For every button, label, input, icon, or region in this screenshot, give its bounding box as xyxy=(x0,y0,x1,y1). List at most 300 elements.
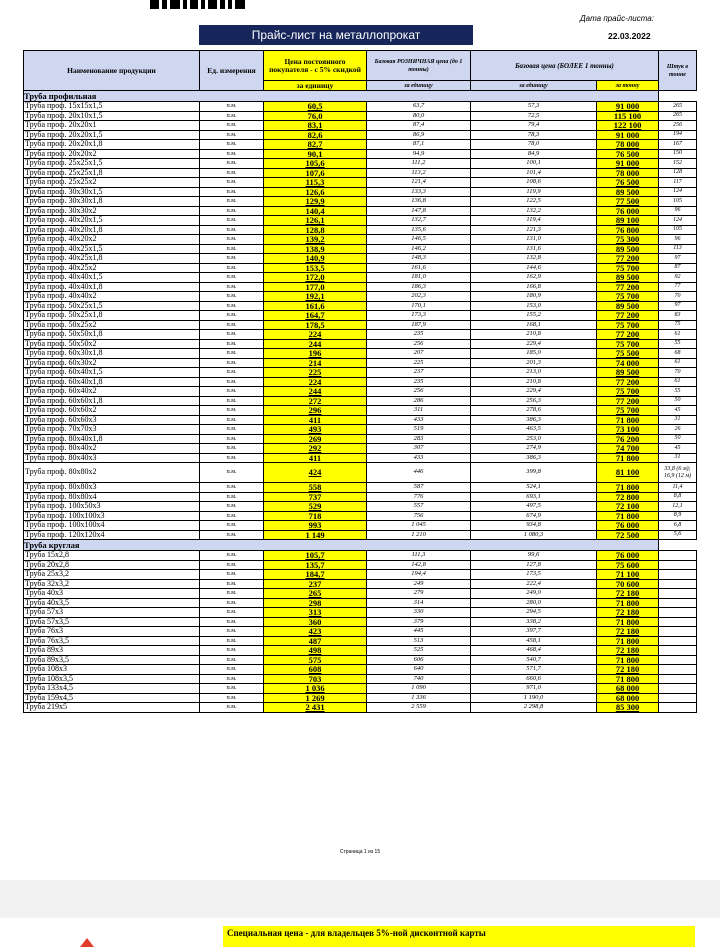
cell-retail-price: 186,3 xyxy=(367,282,471,292)
cell-unit: п.м. xyxy=(200,311,264,321)
cell-pcs-per-ton: 152 xyxy=(659,159,697,169)
cell-name: Труба 25х3,2 xyxy=(24,570,200,580)
column-header-unit: Ед. измерения xyxy=(200,51,264,91)
cell-unit: п.м. xyxy=(200,425,264,435)
cell-retail-price: 237 xyxy=(367,368,471,378)
cell-permanent-price: 244 xyxy=(264,339,367,349)
qr-code-fragment xyxy=(150,0,246,10)
cell-unit: п.м. xyxy=(200,159,264,169)
cell-name: Труба проф. 50х25х2 xyxy=(24,320,200,330)
cell-pcs-per-ton: 128 xyxy=(659,168,697,178)
table-row xyxy=(24,693,697,703)
cell-pcs-per-ton xyxy=(659,646,697,656)
cell-unit: п.м. xyxy=(200,608,264,618)
cell-price-per-ton: 68 000 xyxy=(597,693,659,703)
cell-bulk-price: 256,3 xyxy=(471,396,597,406)
cell-price-per-ton: 81 100 xyxy=(597,463,659,483)
table-row xyxy=(24,263,697,273)
cell-unit: п.м. xyxy=(200,434,264,444)
table-row xyxy=(24,502,697,512)
cell-pcs-per-ton: 55 xyxy=(659,339,697,349)
cell-pcs-per-ton xyxy=(659,674,697,684)
cell-permanent-price: 718 xyxy=(264,511,367,521)
cell-retail-price: 519 xyxy=(367,425,471,435)
cell-permanent-price: 558 xyxy=(264,483,367,493)
cell-price-per-ton: 71 800 xyxy=(597,453,659,463)
cell-price-per-ton: 75 700 xyxy=(597,292,659,302)
cell-price-per-ton: 71 100 xyxy=(597,570,659,580)
cell-pcs-per-ton xyxy=(659,560,697,570)
cell-pcs-per-ton xyxy=(659,551,697,561)
cell-price-per-ton: 115 100 xyxy=(597,111,659,121)
cell-price-per-ton: 89 500 xyxy=(597,301,659,311)
cell-unit: п.м. xyxy=(200,387,264,397)
cell-name: Труба 57х3,5 xyxy=(24,617,200,627)
table-row xyxy=(24,387,697,397)
cell-unit: п.м. xyxy=(200,530,264,540)
cell-pcs-per-ton: 256 xyxy=(659,121,697,131)
table-row xyxy=(24,684,697,694)
cell-bulk-price: 185,0 xyxy=(471,349,597,359)
cell-retail-price: 256 xyxy=(367,339,471,349)
cell-bulk-price: 155,2 xyxy=(471,311,597,321)
cell-permanent-price: 178,5 xyxy=(264,320,367,330)
cell-price-per-ton: 75 300 xyxy=(597,235,659,245)
cell-name: Труба проф. 30х30х1,5 xyxy=(24,187,200,197)
cell-price-per-ton: 76 800 xyxy=(597,225,659,235)
cell-unit: п.м. xyxy=(200,225,264,235)
cell-price-per-ton: 72 500 xyxy=(597,530,659,540)
cell-price-per-ton: 72 800 xyxy=(597,492,659,502)
cell-permanent-price: 196 xyxy=(264,349,367,359)
cell-retail-price: 63,7 xyxy=(367,102,471,112)
cell-unit: п.м. xyxy=(200,551,264,561)
cell-retail-price: 207 xyxy=(367,349,471,359)
cell-unit: п.м. xyxy=(200,463,264,483)
cell-unit: п.м. xyxy=(200,589,264,599)
next-page xyxy=(0,918,720,947)
cell-retail-price: 235 xyxy=(367,377,471,387)
cell-retail-price: 161,6 xyxy=(367,263,471,273)
cell-retail-price: 173,3 xyxy=(367,311,471,321)
cell-unit: п.м. xyxy=(200,453,264,463)
table-row xyxy=(24,511,697,521)
cell-bulk-price: 249,0 xyxy=(471,589,597,599)
cell-price-per-ton: 72 180 xyxy=(597,665,659,675)
cell-name: Труба проф. 25х25х2 xyxy=(24,178,200,188)
cell-bulk-price: 278,6 xyxy=(471,406,597,416)
cell-pcs-per-ton xyxy=(659,636,697,646)
cell-price-per-ton: 77 200 xyxy=(597,311,659,321)
cell-pcs-per-ton: 124 xyxy=(659,216,697,226)
section-header xyxy=(24,91,697,102)
cell-unit: п.м. xyxy=(200,301,264,311)
cell-pcs-per-ton xyxy=(659,627,697,637)
table-row xyxy=(24,244,697,254)
cell-permanent-price: 529 xyxy=(264,502,367,512)
cell-pcs-per-ton: 150 xyxy=(659,149,697,159)
cell-unit: п.м. xyxy=(200,646,264,656)
table-row xyxy=(24,483,697,493)
table-row xyxy=(24,646,697,656)
cell-pcs-per-ton: 31 xyxy=(659,453,697,463)
cell-bulk-price: 100,1 xyxy=(471,159,597,169)
cell-permanent-price: 487 xyxy=(264,636,367,646)
cell-name: Труба проф. 30х30х2 xyxy=(24,206,200,216)
table-row xyxy=(24,636,697,646)
table-row xyxy=(24,589,697,599)
table-row xyxy=(24,140,697,150)
cell-name: Труба проф. 25х25х1,5 xyxy=(24,159,200,169)
cell-bulk-price: 79,4 xyxy=(471,121,597,131)
cell-permanent-price: 272 xyxy=(264,396,367,406)
cell-bulk-price: 213,0 xyxy=(471,368,597,378)
cell-pcs-per-ton: 33,8 (6 м); 16,9 (12 м) xyxy=(659,463,697,483)
cell-price-per-ton: 77 500 xyxy=(597,197,659,207)
cell-name: Труба проф. 60х60х3 xyxy=(24,415,200,425)
cell-pcs-per-ton: 26 xyxy=(659,425,697,435)
cell-price-per-ton: 72 180 xyxy=(597,608,659,618)
table-row xyxy=(24,521,697,531)
table-row xyxy=(24,121,697,131)
table-row xyxy=(24,235,697,245)
cell-unit: п.м. xyxy=(200,330,264,340)
cell-bulk-price: 144,6 xyxy=(471,263,597,273)
table-row xyxy=(24,254,697,264)
cell-bulk-price: 132,2 xyxy=(471,206,597,216)
cell-pcs-per-ton: 61 xyxy=(659,330,697,340)
cell-bulk-price: 280,0 xyxy=(471,598,597,608)
cell-unit: п.м. xyxy=(200,282,264,292)
cell-pcs-per-ton xyxy=(659,684,697,694)
cell-price-per-ton: 72 180 xyxy=(597,627,659,637)
cell-bulk-price: 173,5 xyxy=(471,570,597,580)
cell-name: Труба проф. 80х80х2 xyxy=(24,463,200,483)
cell-permanent-price: 737 xyxy=(264,492,367,502)
cell-bulk-price: 222,4 xyxy=(471,579,597,589)
cell-retail-price: 279 xyxy=(367,589,471,599)
cell-name: Труба проф. 40х25х1,8 xyxy=(24,254,200,264)
cell-name: Труба проф. 20х20х1,5 xyxy=(24,130,200,140)
cell-price-per-ton: 77 200 xyxy=(597,396,659,406)
cell-retail-price: 94,9 xyxy=(367,149,471,159)
cell-bulk-price: 971,0 xyxy=(471,684,597,694)
cell-permanent-price: 265 xyxy=(264,589,367,599)
cell-retail-price: 2 559 xyxy=(367,703,471,713)
cell-pcs-per-ton xyxy=(659,693,697,703)
cell-unit: п.м. xyxy=(200,102,264,112)
cell-name: Труба 15х2,8 xyxy=(24,551,200,561)
cell-bulk-price: 386,3 xyxy=(471,415,597,425)
cell-price-per-ton: 76 000 xyxy=(597,521,659,531)
cell-price-per-ton: 71 800 xyxy=(597,415,659,425)
cell-price-per-ton: 76 200 xyxy=(597,434,659,444)
cell-bulk-price: 99,6 xyxy=(471,551,597,561)
table-row xyxy=(24,617,697,627)
cell-name: Труба проф. 40х20х2 xyxy=(24,235,200,245)
cell-name: Труба проф. 80х40х3 xyxy=(24,453,200,463)
cell-name: Труба проф. 70х70х3 xyxy=(24,425,200,435)
cell-retail-price: 235 xyxy=(367,330,471,340)
table-row xyxy=(24,608,697,618)
cell-permanent-price: 82,7 xyxy=(264,140,367,150)
cell-price-per-ton: 75 700 xyxy=(597,387,659,397)
table-row xyxy=(24,339,697,349)
cell-unit: п.м. xyxy=(200,703,264,713)
table-row xyxy=(24,703,697,713)
cell-price-per-ton: 89 500 xyxy=(597,273,659,283)
cell-bulk-price: 229,4 xyxy=(471,339,597,349)
cell-price-per-ton: 89 100 xyxy=(597,216,659,226)
table-row xyxy=(24,197,697,207)
cell-bulk-price: 166,8 xyxy=(471,282,597,292)
cell-name: Труба проф. 100х100х3 xyxy=(24,511,200,521)
cell-permanent-price: 296 xyxy=(264,406,367,416)
cell-bulk-price: 338,2 xyxy=(471,617,597,627)
cell-pcs-per-ton: 50 xyxy=(659,396,697,406)
cell-permanent-price: 298 xyxy=(264,598,367,608)
cell-name: Труба проф. 80х40х1,8 xyxy=(24,434,200,444)
cell-unit: п.м. xyxy=(200,121,264,131)
cell-retail-price: 314 xyxy=(367,598,471,608)
cell-permanent-price: 107,6 xyxy=(264,168,367,178)
cell-bulk-price: 274,9 xyxy=(471,444,597,454)
cell-permanent-price: 140,9 xyxy=(264,254,367,264)
cell-name: Труба 159х4,5 xyxy=(24,693,200,703)
cell-bulk-price: 399,8 xyxy=(471,463,597,483)
cell-permanent-price: 105,6 xyxy=(264,159,367,169)
cell-retail-price: 132,7 xyxy=(367,216,471,226)
cell-pcs-per-ton xyxy=(659,598,697,608)
cell-permanent-price: 1 269 xyxy=(264,693,367,703)
table-row xyxy=(24,425,697,435)
cell-retail-price: 283 xyxy=(367,434,471,444)
cell-bulk-price: 468,4 xyxy=(471,646,597,656)
cell-unit: п.м. xyxy=(200,111,264,121)
cell-unit: п.м. xyxy=(200,377,264,387)
cell-price-per-ton: 73 100 xyxy=(597,425,659,435)
cell-price-per-ton: 71 800 xyxy=(597,655,659,665)
cell-name: Труба проф. 60х60х2 xyxy=(24,406,200,416)
cell-unit: п.м. xyxy=(200,483,264,493)
cell-bulk-price: 108,6 xyxy=(471,178,597,188)
cell-name: Труба проф. 25х25х1,8 xyxy=(24,168,200,178)
cell-pcs-per-ton: 11,4 xyxy=(659,483,697,493)
cell-bulk-price: 524,1 xyxy=(471,483,597,493)
cell-retail-price: 587 xyxy=(367,483,471,493)
cell-unit: п.м. xyxy=(200,521,264,531)
cell-name: Труба проф. 80х80х3 xyxy=(24,483,200,493)
cell-retail-price: 87,4 xyxy=(367,121,471,131)
cell-price-per-ton: 91 000 xyxy=(597,159,659,169)
cell-name: Труба проф. 60х40х2 xyxy=(24,387,200,397)
cell-name: Труба проф. 30х30х1,8 xyxy=(24,197,200,207)
cell-retail-price: 307 xyxy=(367,444,471,454)
cell-name: Труба проф. 40х25х2 xyxy=(24,263,200,273)
cell-retail-price: 86,9 xyxy=(367,130,471,140)
cell-retail-price: 606 xyxy=(367,655,471,665)
column-subheader-per-unit: за единицу xyxy=(264,81,367,91)
cell-unit: п.м. xyxy=(200,130,264,140)
cell-bulk-price: 121,3 xyxy=(471,225,597,235)
cell-bulk-price: 119,4 xyxy=(471,216,597,226)
cell-pcs-per-ton: 45 xyxy=(659,406,697,416)
cell-permanent-price: 60,5 xyxy=(264,102,367,112)
table-row xyxy=(24,368,697,378)
cell-pcs-per-ton: 55 xyxy=(659,387,697,397)
cell-permanent-price: 140,4 xyxy=(264,206,367,216)
cell-unit: п.м. xyxy=(200,349,264,359)
cell-bulk-price: 540,7 xyxy=(471,655,597,665)
cell-pcs-per-ton: 31 xyxy=(659,415,697,425)
cell-permanent-price: 1 149 xyxy=(264,530,367,540)
cell-name: Труба 32х3,2 xyxy=(24,579,200,589)
cell-price-per-ton: 72 100 xyxy=(597,502,659,512)
cell-name: Труба 108х3,5 xyxy=(24,674,200,684)
cell-bulk-price: 463,5 xyxy=(471,425,597,435)
cell-name: Труба 76х3,5 xyxy=(24,636,200,646)
cell-price-per-ton: 75 600 xyxy=(597,560,659,570)
table-row xyxy=(24,102,697,112)
cell-retail-price: 446 xyxy=(367,463,471,483)
cell-price-per-ton: 75 500 xyxy=(597,349,659,359)
cell-name: Труба проф. 20х20х1 xyxy=(24,121,200,131)
table-row xyxy=(24,225,697,235)
cell-pcs-per-ton: 265 xyxy=(659,102,697,112)
price-table-body xyxy=(24,91,697,713)
cell-unit: п.м. xyxy=(200,368,264,378)
table-row xyxy=(24,282,697,292)
cell-retail-price: 525 xyxy=(367,646,471,656)
cell-unit: п.м. xyxy=(200,396,264,406)
cell-unit: п.м. xyxy=(200,598,264,608)
cell-unit: п.м. xyxy=(200,665,264,675)
cell-unit: п.м. xyxy=(200,579,264,589)
cell-price-per-ton: 91 000 xyxy=(597,102,659,112)
cell-pcs-per-ton: 194 xyxy=(659,130,697,140)
cell-retail-price: 202,3 xyxy=(367,292,471,302)
cell-price-per-ton: 75 700 xyxy=(597,406,659,416)
table-row xyxy=(24,301,697,311)
table-row xyxy=(24,444,697,454)
cell-bulk-price: 497,5 xyxy=(471,502,597,512)
cell-retail-price: 187,9 xyxy=(367,320,471,330)
cell-bulk-price: 934,8 xyxy=(471,521,597,531)
cell-pcs-per-ton: 113 xyxy=(659,244,697,254)
cell-retail-price: 194,4 xyxy=(367,570,471,580)
cell-permanent-price: 411 xyxy=(264,415,367,425)
cell-permanent-price: 82,6 xyxy=(264,130,367,140)
cell-name: Труба проф. 60х40х1,5 xyxy=(24,368,200,378)
table-row xyxy=(24,358,697,368)
cell-permanent-price: 105,7 xyxy=(264,551,367,561)
cell-bulk-price: 162,9 xyxy=(471,273,597,283)
cell-price-per-ton: 75 700 xyxy=(597,263,659,273)
cell-price-per-ton: 71 800 xyxy=(597,617,659,627)
cell-retail-price: 225 xyxy=(367,358,471,368)
table-row xyxy=(24,178,697,188)
cell-name: Труба проф. 60х30х2 xyxy=(24,358,200,368)
column-subheader-bulk-per-unit: за единицу xyxy=(471,81,597,91)
cell-name: Труба проф. 80х40х2 xyxy=(24,444,200,454)
cell-retail-price: 311 xyxy=(367,406,471,416)
cell-bulk-price: 101,4 xyxy=(471,168,597,178)
cell-pcs-per-ton: 105 xyxy=(659,197,697,207)
cell-unit: п.м. xyxy=(200,339,264,349)
special-price-text: Специальная цена - для владельцев 5%-ной дисконтной карты xyxy=(227,928,486,938)
cell-unit: п.м. xyxy=(200,320,264,330)
cell-pcs-per-ton: 97 xyxy=(659,254,697,264)
cell-retail-price: 557 xyxy=(367,502,471,512)
cell-pcs-per-ton: 50 xyxy=(659,434,697,444)
cell-permanent-price: 153,5 xyxy=(264,263,367,273)
cell-permanent-price: 184,7 xyxy=(264,570,367,580)
table-row xyxy=(24,216,697,226)
cell-pcs-per-ton: 83 xyxy=(659,311,697,321)
cell-price-per-ton: 74 000 xyxy=(597,358,659,368)
cell-retail-price: 1 210 xyxy=(367,530,471,540)
warning-triangle-icon xyxy=(80,938,94,947)
cell-name: Труба 89х3 xyxy=(24,646,200,656)
cell-bulk-price: 84,9 xyxy=(471,149,597,159)
cell-price-per-ton: 77 200 xyxy=(597,330,659,340)
cell-unit: п.м. xyxy=(200,570,264,580)
cell-retail-price: 330 xyxy=(367,608,471,618)
table-row xyxy=(24,377,697,387)
cell-pcs-per-ton: 167 xyxy=(659,140,697,150)
cell-pcs-per-ton: 75 xyxy=(659,320,697,330)
cell-unit: п.м. xyxy=(200,444,264,454)
cell-name: Труба 76х3 xyxy=(24,627,200,637)
cell-bulk-price: 294,5 xyxy=(471,608,597,618)
column-subheader-retail-per-unit: за единицу xyxy=(367,81,471,91)
cell-retail-price: 135,6 xyxy=(367,225,471,235)
cell-pcs-per-ton xyxy=(659,665,697,675)
price-date-label: Дата прайс-листа: xyxy=(580,14,654,23)
cell-permanent-price: 115,3 xyxy=(264,178,367,188)
cell-bulk-price: 253,0 xyxy=(471,434,597,444)
cell-unit: п.м. xyxy=(200,206,264,216)
cell-retail-price: 1 336 xyxy=(367,693,471,703)
cell-permanent-price: 225 xyxy=(264,368,367,378)
cell-permanent-price: 2 431 xyxy=(264,703,367,713)
cell-unit: п.м. xyxy=(200,502,264,512)
table-row xyxy=(24,206,697,216)
table-row xyxy=(24,396,697,406)
cell-permanent-price: 575 xyxy=(264,655,367,665)
cell-unit: п.м. xyxy=(200,560,264,570)
cell-bulk-price: 210,8 xyxy=(471,377,597,387)
table-row xyxy=(24,463,697,483)
cell-name: Труба проф. 15х15х1,5 xyxy=(24,102,200,112)
table-row xyxy=(24,570,697,580)
cell-price-per-ton: 76 000 xyxy=(597,206,659,216)
cell-unit: п.м. xyxy=(200,168,264,178)
cell-name: Труба 40х3,5 xyxy=(24,598,200,608)
cell-retail-price: 146,5 xyxy=(367,235,471,245)
cell-name: Труба проф. 100х100х4 xyxy=(24,521,200,531)
cell-unit: п.м. xyxy=(200,406,264,416)
cell-pcs-per-ton: 45 xyxy=(659,444,697,454)
cell-retail-price: 249 xyxy=(367,579,471,589)
cell-retail-price: 113,2 xyxy=(367,168,471,178)
section-spacer xyxy=(659,91,697,102)
cell-retail-price: 379 xyxy=(367,617,471,627)
cell-price-per-ton: 74 700 xyxy=(597,444,659,454)
cell-bulk-price: 693,1 xyxy=(471,492,597,502)
cell-unit: п.м. xyxy=(200,292,264,302)
table-row xyxy=(24,311,697,321)
